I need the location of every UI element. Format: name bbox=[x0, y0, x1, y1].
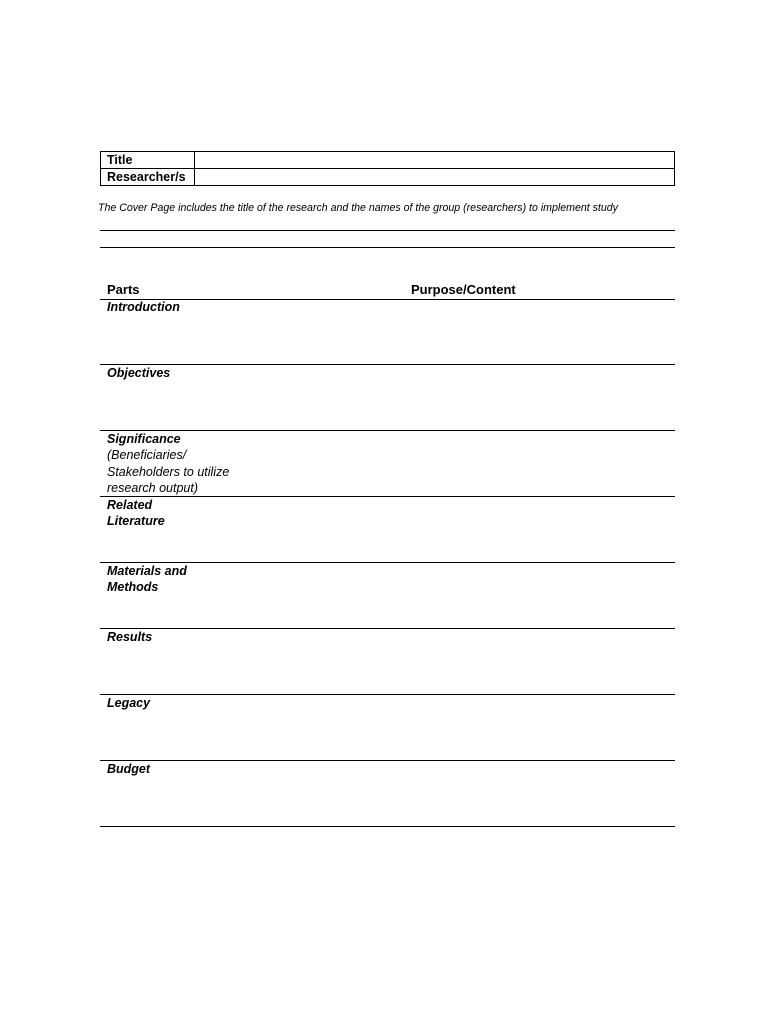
part-name: Legacy bbox=[107, 696, 151, 710]
part-label bbox=[107, 563, 207, 596]
cover-row-title bbox=[101, 152, 675, 169]
table-row-objectives bbox=[100, 365, 675, 431]
part-name: Introduction bbox=[107, 300, 180, 314]
part-label bbox=[107, 761, 247, 777]
part-name: Significance bbox=[107, 432, 181, 446]
column-header-purpose: Purpose/Content bbox=[411, 282, 516, 297]
part-label bbox=[107, 365, 247, 381]
part-subtext: (Beneficiaries/ Stakeholders to utilize research output) bbox=[107, 448, 230, 496]
cover-label-title: Title bbox=[101, 152, 195, 169]
part-name: Budget bbox=[107, 762, 151, 776]
cover-table bbox=[100, 151, 675, 186]
part-name: Materials and Methods bbox=[107, 564, 187, 595]
part-label bbox=[107, 431, 247, 497]
part-name: Related Literature bbox=[107, 498, 165, 529]
cover-value-title[interactable] bbox=[195, 152, 675, 169]
table-row-introduction bbox=[100, 299, 675, 365]
parts-table-body bbox=[100, 299, 675, 827]
part-label bbox=[107, 695, 247, 711]
part-label bbox=[107, 497, 187, 530]
divider-line bbox=[100, 247, 675, 248]
table-row-materials-and-methods bbox=[100, 563, 675, 629]
parts-table-header bbox=[100, 281, 675, 300]
cover-page-note: The Cover Page includes the title of the research and the names of the group (researchers) to implement study bbox=[98, 202, 618, 214]
table-row-results bbox=[100, 629, 675, 695]
cover-row-researchers bbox=[101, 169, 675, 186]
table-row-budget bbox=[100, 761, 675, 827]
table-row-legacy bbox=[100, 695, 675, 761]
part-label bbox=[107, 629, 247, 645]
cover-value-researchers[interactable] bbox=[195, 169, 675, 186]
part-name: Objectives bbox=[107, 366, 171, 380]
part-label bbox=[107, 299, 247, 315]
part-name: Results bbox=[107, 630, 153, 644]
table-row-related-literature bbox=[100, 497, 675, 563]
table-row-significance bbox=[100, 431, 675, 497]
column-header-parts: Parts bbox=[107, 282, 140, 297]
cover-label-researchers: Researcher/s bbox=[101, 169, 195, 186]
divider-line bbox=[100, 230, 675, 231]
